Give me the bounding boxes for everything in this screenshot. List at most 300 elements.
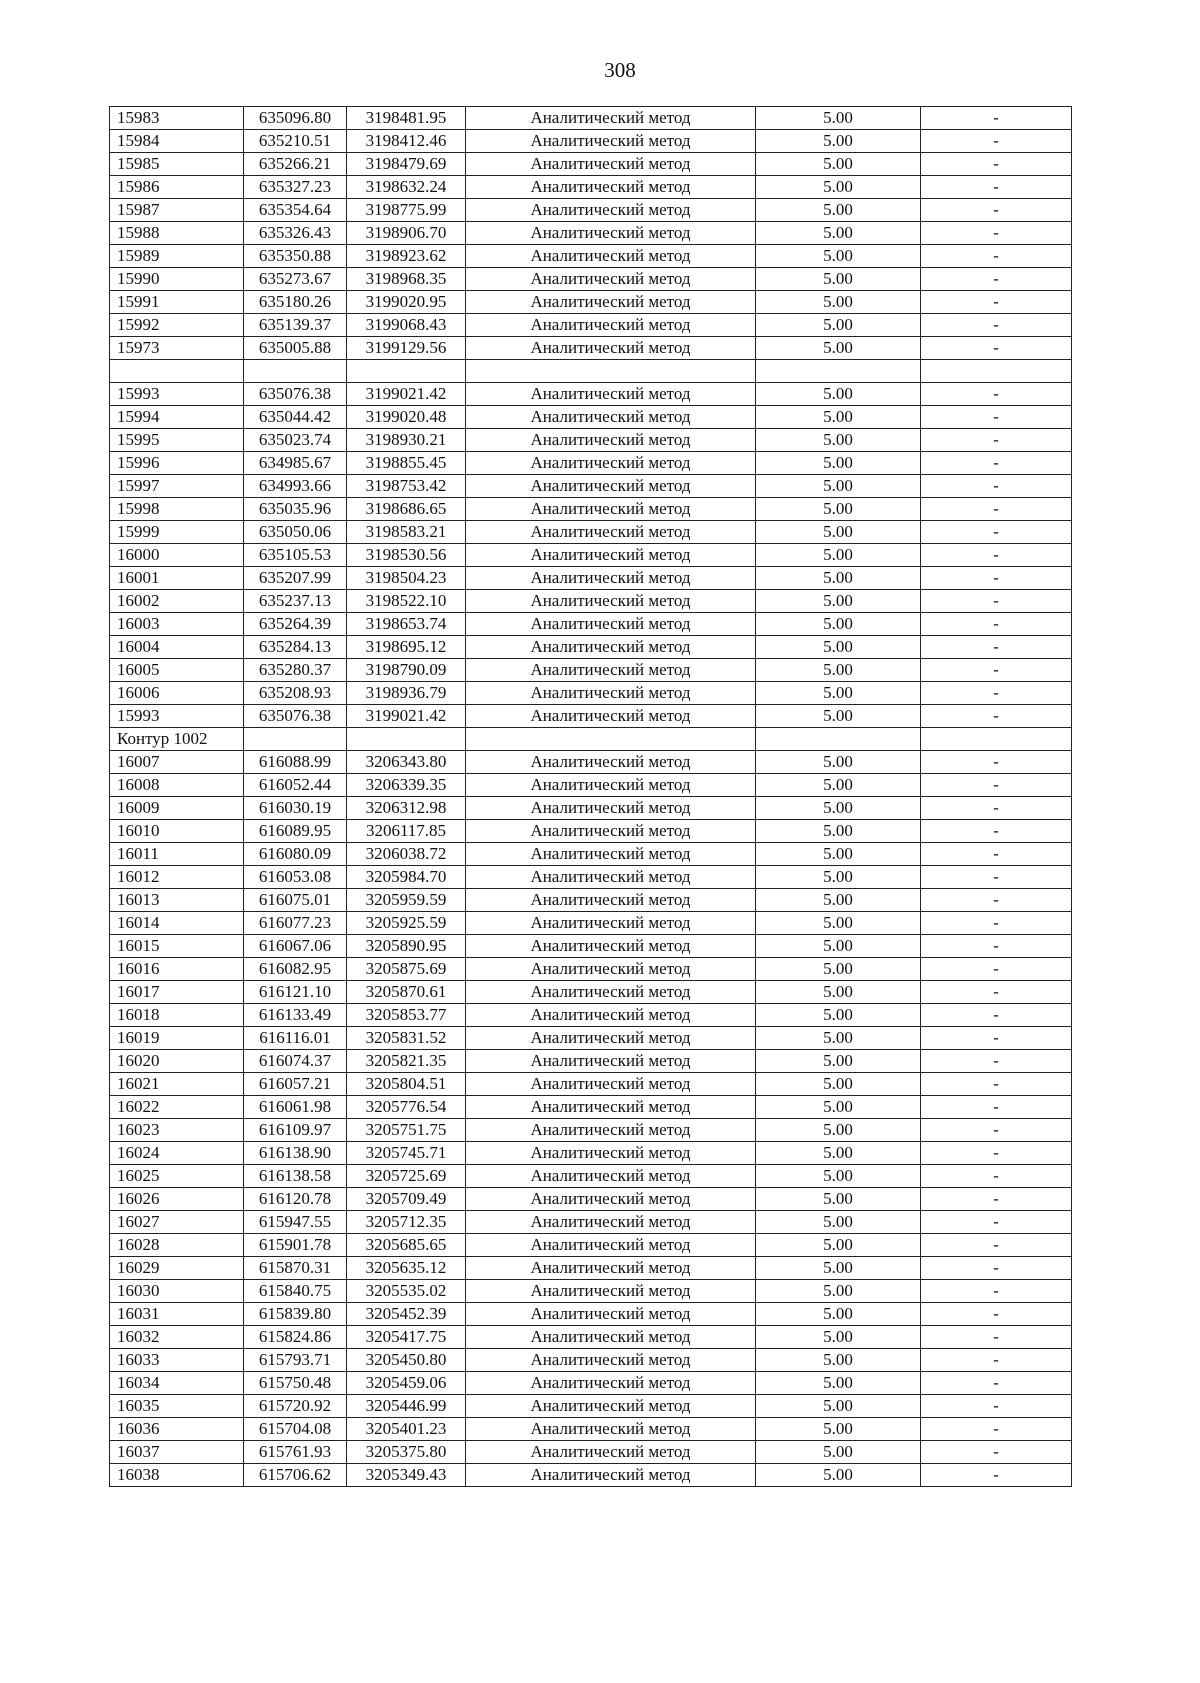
point-id-cell: 15994 <box>110 406 244 429</box>
y-coordinate-cell: 3205751.75 <box>347 1119 466 1142</box>
description-cell: - <box>921 337 1072 360</box>
table-row <box>110 406 1072 429</box>
table-row <box>110 1165 1072 1188</box>
method-cell: Аналитический метод <box>466 797 756 820</box>
method-cell: Аналитический метод <box>466 1349 756 1372</box>
y-coordinate-cell: 3198906.70 <box>347 222 466 245</box>
description-cell: - <box>921 866 1072 889</box>
x-coordinate-cell: 615704.08 <box>244 1418 347 1441</box>
description-cell: - <box>921 797 1072 820</box>
x-coordinate-cell: 635210.51 <box>244 130 347 153</box>
x-coordinate-cell: 635284.13 <box>244 636 347 659</box>
y-coordinate-cell: 3205446.99 <box>347 1395 466 1418</box>
accuracy-cell: 5.00 <box>756 1372 921 1395</box>
x-coordinate-cell: 616080.09 <box>244 843 347 866</box>
method-cell: Аналитический метод <box>466 1303 756 1326</box>
point-id-cell: 16001 <box>110 567 244 590</box>
accuracy-cell: 5.00 <box>756 452 921 475</box>
method-cell: Аналитический метод <box>466 1211 756 1234</box>
table-row <box>110 291 1072 314</box>
method-cell: Аналитический метод <box>466 774 756 797</box>
x-coordinate-cell: 635105.53 <box>244 544 347 567</box>
point-id-cell: 15993 <box>110 705 244 728</box>
table-row <box>110 912 1072 935</box>
description-cell: - <box>921 1073 1072 1096</box>
method-cell: Аналитический метод <box>466 291 756 314</box>
y-coordinate-cell: 3205459.06 <box>347 1372 466 1395</box>
point-id-cell: 16000 <box>110 544 244 567</box>
method-cell: Аналитический метод <box>466 1004 756 1027</box>
description-cell: - <box>921 1096 1072 1119</box>
y-coordinate-cell: 3205804.51 <box>347 1073 466 1096</box>
description-cell: - <box>921 107 1072 130</box>
accuracy-cell: 5.00 <box>756 843 921 866</box>
point-id-cell: 16035 <box>110 1395 244 1418</box>
blank-row <box>110 360 1072 383</box>
x-coordinate-cell: 635076.38 <box>244 383 347 406</box>
y-coordinate-cell: 3199020.95 <box>347 291 466 314</box>
accuracy-cell: 5.00 <box>756 935 921 958</box>
point-id-cell: 15991 <box>110 291 244 314</box>
x-coordinate-cell: 616075.01 <box>244 889 347 912</box>
description-cell: - <box>921 590 1072 613</box>
empty-cell <box>466 728 756 751</box>
accuracy-cell: 5.00 <box>756 1096 921 1119</box>
method-cell: Аналитический метод <box>466 452 756 475</box>
y-coordinate-cell: 3199021.42 <box>347 705 466 728</box>
point-id-cell: 15997 <box>110 475 244 498</box>
accuracy-cell: 5.00 <box>756 1073 921 1096</box>
description-cell: - <box>921 222 1072 245</box>
table-row <box>110 1326 1072 1349</box>
x-coordinate-cell: 634985.67 <box>244 452 347 475</box>
y-coordinate-cell: 3198653.74 <box>347 613 466 636</box>
accuracy-cell: 5.00 <box>756 774 921 797</box>
description-cell: - <box>921 521 1072 544</box>
table-row <box>110 1303 1072 1326</box>
method-cell: Аналитический метод <box>466 245 756 268</box>
table-row <box>110 843 1072 866</box>
accuracy-cell: 5.00 <box>756 1004 921 1027</box>
accuracy-cell: 5.00 <box>756 1418 921 1441</box>
accuracy-cell: 5.00 <box>756 889 921 912</box>
y-coordinate-cell: 3198936.79 <box>347 682 466 705</box>
x-coordinate-cell: 615793.71 <box>244 1349 347 1372</box>
table-row <box>110 107 1072 130</box>
y-coordinate-cell: 3205776.54 <box>347 1096 466 1119</box>
table-row <box>110 199 1072 222</box>
empty-cell <box>756 728 921 751</box>
description-cell: - <box>921 1119 1072 1142</box>
point-id-cell: 16038 <box>110 1464 244 1487</box>
table-row <box>110 1234 1072 1257</box>
contour-label: Контур 1002 <box>110 728 244 751</box>
point-id-cell: 16028 <box>110 1234 244 1257</box>
x-coordinate-cell: 616074.37 <box>244 1050 347 1073</box>
point-id-cell: 15990 <box>110 268 244 291</box>
description-cell: - <box>921 429 1072 452</box>
point-id-cell: 15999 <box>110 521 244 544</box>
table-row <box>110 1188 1072 1211</box>
point-id-cell: 16023 <box>110 1119 244 1142</box>
x-coordinate-cell: 635050.06 <box>244 521 347 544</box>
table-row <box>110 613 1072 636</box>
method-cell: Аналитический метод <box>466 153 756 176</box>
accuracy-cell: 5.00 <box>756 314 921 337</box>
description-cell: - <box>921 843 1072 866</box>
accuracy-cell: 5.00 <box>756 475 921 498</box>
empty-cell <box>110 360 244 383</box>
description-cell: - <box>921 1303 1072 1326</box>
x-coordinate-cell: 635350.88 <box>244 245 347 268</box>
table-row <box>110 337 1072 360</box>
method-cell: Аналитический метод <box>466 636 756 659</box>
accuracy-cell: 5.00 <box>756 1257 921 1280</box>
description-cell: - <box>921 1280 1072 1303</box>
point-id-cell: 15992 <box>110 314 244 337</box>
point-id-cell: 16008 <box>110 774 244 797</box>
point-id-cell: 15986 <box>110 176 244 199</box>
y-coordinate-cell: 3205984.70 <box>347 866 466 889</box>
description-cell: - <box>921 567 1072 590</box>
point-id-cell: 15983 <box>110 107 244 130</box>
description-cell: - <box>921 1142 1072 1165</box>
description-cell: - <box>921 245 1072 268</box>
method-cell: Аналитический метод <box>466 107 756 130</box>
table-row <box>110 498 1072 521</box>
point-id-cell: 16027 <box>110 1211 244 1234</box>
description-cell: - <box>921 1372 1072 1395</box>
table-row <box>110 521 1072 544</box>
x-coordinate-cell: 616120.78 <box>244 1188 347 1211</box>
description-cell: - <box>921 1234 1072 1257</box>
description-cell: - <box>921 406 1072 429</box>
y-coordinate-cell: 3198695.12 <box>347 636 466 659</box>
method-cell: Аналитический метод <box>466 475 756 498</box>
description-cell: - <box>921 1418 1072 1441</box>
y-coordinate-cell: 3205725.69 <box>347 1165 466 1188</box>
point-id-cell: 16005 <box>110 659 244 682</box>
description-cell: - <box>921 1395 1072 1418</box>
method-cell: Аналитический метод <box>466 1027 756 1050</box>
x-coordinate-cell: 635139.37 <box>244 314 347 337</box>
y-coordinate-cell: 3205417.75 <box>347 1326 466 1349</box>
x-coordinate-cell: 615840.75 <box>244 1280 347 1303</box>
y-coordinate-cell: 3205712.35 <box>347 1211 466 1234</box>
point-id-cell: 16022 <box>110 1096 244 1119</box>
table-row <box>110 1418 1072 1441</box>
table-row <box>110 1257 1072 1280</box>
accuracy-cell: 5.00 <box>756 1464 921 1487</box>
x-coordinate-cell: 616053.08 <box>244 866 347 889</box>
accuracy-cell: 5.00 <box>756 199 921 222</box>
accuracy-cell: 5.00 <box>756 107 921 130</box>
table-row <box>110 590 1072 613</box>
description-cell: - <box>921 613 1072 636</box>
x-coordinate-cell: 616082.95 <box>244 958 347 981</box>
accuracy-cell: 5.00 <box>756 1142 921 1165</box>
point-id-cell: 16030 <box>110 1280 244 1303</box>
description-cell: - <box>921 176 1072 199</box>
y-coordinate-cell: 3205959.59 <box>347 889 466 912</box>
accuracy-cell: 5.00 <box>756 1050 921 1073</box>
point-id-cell: 16031 <box>110 1303 244 1326</box>
method-cell: Аналитический метод <box>466 935 756 958</box>
y-coordinate-cell: 3198790.09 <box>347 659 466 682</box>
point-id-cell: 15984 <box>110 130 244 153</box>
accuracy-cell: 5.00 <box>756 498 921 521</box>
y-coordinate-cell: 3199021.42 <box>347 383 466 406</box>
y-coordinate-cell: 3198530.56 <box>347 544 466 567</box>
table-row <box>110 153 1072 176</box>
table-row <box>110 1050 1072 1073</box>
accuracy-cell: 5.00 <box>756 1188 921 1211</box>
table-row <box>110 245 1072 268</box>
accuracy-cell: 5.00 <box>756 1303 921 1326</box>
y-coordinate-cell: 3205821.35 <box>347 1050 466 1073</box>
accuracy-cell: 5.00 <box>756 1280 921 1303</box>
x-coordinate-cell: 616089.95 <box>244 820 347 843</box>
accuracy-cell: 5.00 <box>756 1119 921 1142</box>
table-row <box>110 751 1072 774</box>
accuracy-cell: 5.00 <box>756 1395 921 1418</box>
method-cell: Аналитический метод <box>466 567 756 590</box>
method-cell: Аналитический метод <box>466 1165 756 1188</box>
x-coordinate-cell: 616057.21 <box>244 1073 347 1096</box>
table-row <box>110 1073 1072 1096</box>
accuracy-cell: 5.00 <box>756 337 921 360</box>
description-cell: - <box>921 199 1072 222</box>
x-coordinate-cell: 635023.74 <box>244 429 347 452</box>
y-coordinate-cell: 3198775.99 <box>347 199 466 222</box>
method-cell: Аналитический метод <box>466 498 756 521</box>
x-coordinate-cell: 616061.98 <box>244 1096 347 1119</box>
table-row <box>110 1211 1072 1234</box>
empty-cell <box>921 360 1072 383</box>
x-coordinate-cell: 635280.37 <box>244 659 347 682</box>
table-row <box>110 889 1072 912</box>
x-coordinate-cell: 635208.93 <box>244 682 347 705</box>
x-coordinate-cell: 616067.06 <box>244 935 347 958</box>
point-id-cell: 16017 <box>110 981 244 1004</box>
point-id-cell: 16033 <box>110 1349 244 1372</box>
method-cell: Аналитический метод <box>466 1326 756 1349</box>
description-cell: - <box>921 659 1072 682</box>
point-id-cell: 16004 <box>110 636 244 659</box>
y-coordinate-cell: 3198583.21 <box>347 521 466 544</box>
description-cell: - <box>921 498 1072 521</box>
description-cell: - <box>921 1165 1072 1188</box>
method-cell: Аналитический метод <box>466 1441 756 1464</box>
description-cell: - <box>921 153 1072 176</box>
accuracy-cell: 5.00 <box>756 682 921 705</box>
accuracy-cell: 5.00 <box>756 751 921 774</box>
method-cell: Аналитический метод <box>466 1464 756 1487</box>
table-row <box>110 1027 1072 1050</box>
accuracy-cell: 5.00 <box>756 613 921 636</box>
point-id-cell: 15996 <box>110 452 244 475</box>
y-coordinate-cell: 3199020.48 <box>347 406 466 429</box>
x-coordinate-cell: 616030.19 <box>244 797 347 820</box>
accuracy-cell: 5.00 <box>756 590 921 613</box>
method-cell: Аналитический метод <box>466 1073 756 1096</box>
accuracy-cell: 5.00 <box>756 866 921 889</box>
method-cell: Аналитический метод <box>466 613 756 636</box>
y-coordinate-cell: 3205745.71 <box>347 1142 466 1165</box>
table-row <box>110 452 1072 475</box>
accuracy-cell: 5.00 <box>756 176 921 199</box>
empty-cell <box>921 728 1072 751</box>
description-cell: - <box>921 705 1072 728</box>
table-row <box>110 774 1072 797</box>
x-coordinate-cell: 635180.26 <box>244 291 347 314</box>
description-cell: - <box>921 958 1072 981</box>
description-cell: - <box>921 1188 1072 1211</box>
y-coordinate-cell: 3205890.95 <box>347 935 466 958</box>
y-coordinate-cell: 3205635.12 <box>347 1257 466 1280</box>
table-row <box>110 820 1072 843</box>
method-cell: Аналитический метод <box>466 383 756 406</box>
x-coordinate-cell: 635237.13 <box>244 590 347 613</box>
table-row <box>110 383 1072 406</box>
x-coordinate-cell: 635035.96 <box>244 498 347 521</box>
description-cell: - <box>921 314 1072 337</box>
method-cell: Аналитический метод <box>466 843 756 866</box>
description-cell: - <box>921 1027 1072 1050</box>
x-coordinate-cell: 616088.99 <box>244 751 347 774</box>
table-row <box>110 1441 1072 1464</box>
x-coordinate-cell: 635096.80 <box>244 107 347 130</box>
point-id-cell: 15985 <box>110 153 244 176</box>
y-coordinate-cell: 3198412.46 <box>347 130 466 153</box>
point-id-cell: 16025 <box>110 1165 244 1188</box>
accuracy-cell: 5.00 <box>756 1326 921 1349</box>
point-id-cell: 16012 <box>110 866 244 889</box>
x-coordinate-cell: 616077.23 <box>244 912 347 935</box>
point-id-cell: 16021 <box>110 1073 244 1096</box>
accuracy-cell: 5.00 <box>756 429 921 452</box>
table-row <box>110 682 1072 705</box>
point-id-cell: 16013 <box>110 889 244 912</box>
point-id-cell: 16020 <box>110 1050 244 1073</box>
y-coordinate-cell: 3198855.45 <box>347 452 466 475</box>
y-coordinate-cell: 3205375.80 <box>347 1441 466 1464</box>
description-cell: - <box>921 452 1072 475</box>
point-id-cell: 16003 <box>110 613 244 636</box>
accuracy-cell: 5.00 <box>756 797 921 820</box>
description-cell: - <box>921 544 1072 567</box>
accuracy-cell: 5.00 <box>756 153 921 176</box>
x-coordinate-cell: 615824.86 <box>244 1326 347 1349</box>
y-coordinate-cell: 3206339.35 <box>347 774 466 797</box>
accuracy-cell: 5.00 <box>756 1349 921 1372</box>
table-row <box>110 567 1072 590</box>
x-coordinate-cell: 635266.21 <box>244 153 347 176</box>
method-cell: Аналитический метод <box>466 981 756 1004</box>
table-row <box>110 1280 1072 1303</box>
x-coordinate-cell: 616133.49 <box>244 1004 347 1027</box>
accuracy-cell: 5.00 <box>756 1234 921 1257</box>
point-id-cell: 16026 <box>110 1188 244 1211</box>
x-coordinate-cell: 634993.66 <box>244 475 347 498</box>
table-row <box>110 176 1072 199</box>
empty-cell <box>347 360 466 383</box>
x-coordinate-cell: 615761.93 <box>244 1441 347 1464</box>
accuracy-cell: 5.00 <box>756 383 921 406</box>
method-cell: Аналитический метод <box>466 521 756 544</box>
x-coordinate-cell: 635005.88 <box>244 337 347 360</box>
x-coordinate-cell: 635354.64 <box>244 199 347 222</box>
description-cell: - <box>921 291 1072 314</box>
description-cell: - <box>921 1326 1072 1349</box>
table-row <box>110 429 1072 452</box>
method-cell: Аналитический метод <box>466 751 756 774</box>
point-id-cell: 15987 <box>110 199 244 222</box>
y-coordinate-cell: 3198504.23 <box>347 567 466 590</box>
accuracy-cell: 5.00 <box>756 268 921 291</box>
y-coordinate-cell: 3198481.95 <box>347 107 466 130</box>
y-coordinate-cell: 3198923.62 <box>347 245 466 268</box>
method-cell: Аналитический метод <box>466 429 756 452</box>
description-cell: - <box>921 889 1072 912</box>
contour-header-row <box>110 728 1072 751</box>
point-id-cell: 16015 <box>110 935 244 958</box>
y-coordinate-cell: 3205535.02 <box>347 1280 466 1303</box>
empty-cell <box>466 360 756 383</box>
table-row <box>110 705 1072 728</box>
table-row <box>110 314 1072 337</box>
table-row <box>110 866 1072 889</box>
table-row <box>110 1142 1072 1165</box>
x-coordinate-cell: 616109.97 <box>244 1119 347 1142</box>
method-cell: Аналитический метод <box>466 544 756 567</box>
method-cell: Аналитический метод <box>466 130 756 153</box>
description-cell: - <box>921 981 1072 1004</box>
point-id-cell: 16018 <box>110 1004 244 1027</box>
description-cell: - <box>921 751 1072 774</box>
point-id-cell: 16014 <box>110 912 244 935</box>
method-cell: Аналитический метод <box>466 222 756 245</box>
accuracy-cell: 5.00 <box>756 130 921 153</box>
accuracy-cell: 5.00 <box>756 291 921 314</box>
accuracy-cell: 5.00 <box>756 659 921 682</box>
point-id-cell: 15989 <box>110 245 244 268</box>
method-cell: Аналитический метод <box>466 1096 756 1119</box>
y-coordinate-cell: 3206038.72 <box>347 843 466 866</box>
method-cell: Аналитический метод <box>466 659 756 682</box>
description-cell: - <box>921 1211 1072 1234</box>
description-cell: - <box>921 130 1072 153</box>
description-cell: - <box>921 383 1072 406</box>
point-id-cell: 16029 <box>110 1257 244 1280</box>
point-id-cell: 15988 <box>110 222 244 245</box>
y-coordinate-cell: 3198632.24 <box>347 176 466 199</box>
description-cell: - <box>921 1349 1072 1372</box>
description-cell: - <box>921 1464 1072 1487</box>
description-cell: - <box>921 774 1072 797</box>
x-coordinate-cell: 615750.48 <box>244 1372 347 1395</box>
method-cell: Аналитический метод <box>466 590 756 613</box>
description-cell: - <box>921 1441 1072 1464</box>
accuracy-cell: 5.00 <box>756 981 921 1004</box>
y-coordinate-cell: 3206343.80 <box>347 751 466 774</box>
x-coordinate-cell: 615706.62 <box>244 1464 347 1487</box>
point-id-cell: 16016 <box>110 958 244 981</box>
point-id-cell: 16002 <box>110 590 244 613</box>
description-cell: - <box>921 912 1072 935</box>
method-cell: Аналитический метод <box>466 1188 756 1211</box>
point-id-cell: 15993 <box>110 383 244 406</box>
